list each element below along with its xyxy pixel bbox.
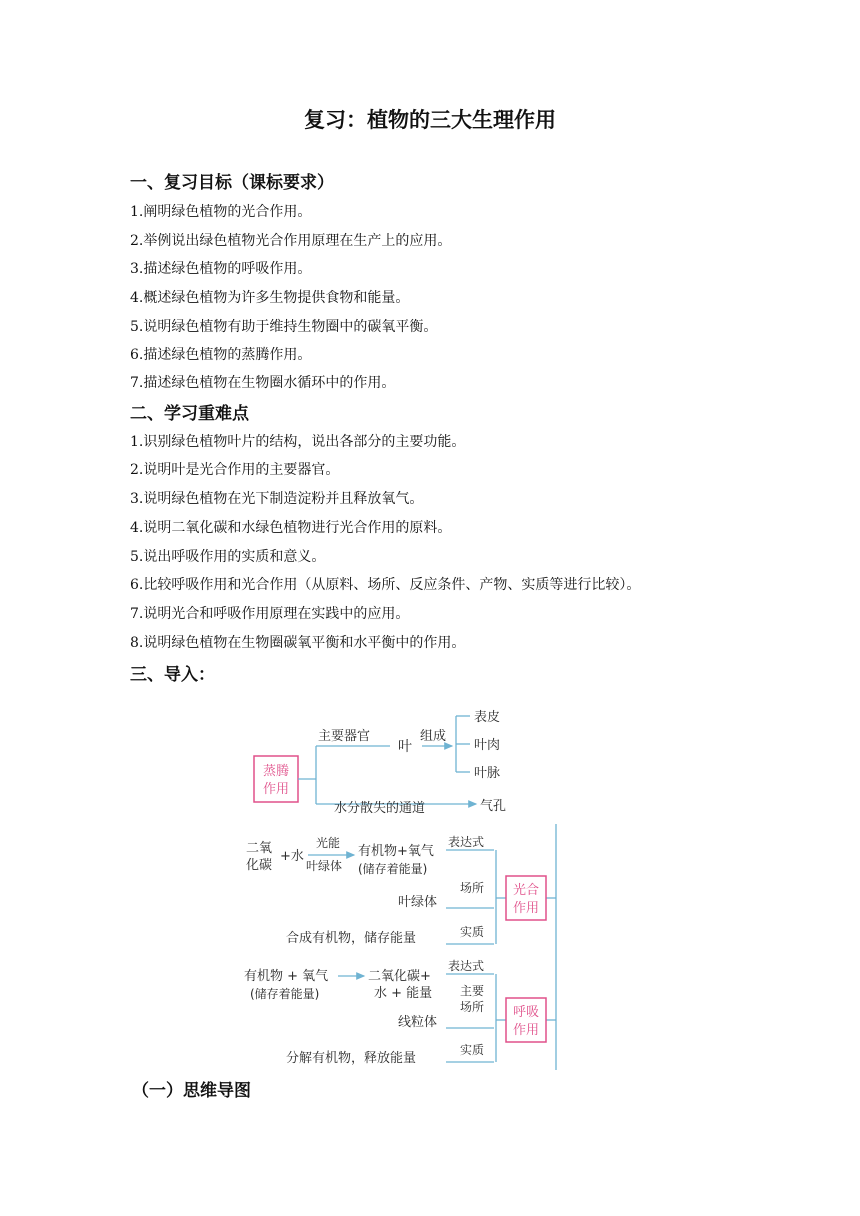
resp-reactant-label: 有机物 + 氧气 (244, 969, 329, 984)
photo-product-label: 有机物+氧气 (358, 844, 434, 859)
section2-heading: 二、学习重难点 (130, 404, 249, 424)
resp-reactant-label: (储存着能量) (250, 987, 320, 1001)
transpiration-label: 蒸腾 (262, 764, 290, 779)
goal-item: 5.说明绿色植物有助于维持生物圈中的碳氧平衡。 (130, 319, 438, 335)
keypoint-item: 4.说明二氧化碳和水绿色植物进行光合作用的原料。 (130, 520, 452, 536)
resp-product-label: 二氧化碳+ (368, 969, 431, 984)
co2-label: 二氧 (246, 841, 273, 856)
water-loss-label: 水分散失的通道 (334, 801, 426, 816)
keypoint-item: 7.说明光合和呼吸作用原理在实践中的应用。 (130, 606, 410, 622)
goal-item: 1.阐明绿色植物的光合作用。 (130, 204, 312, 220)
subsection-heading: （一）思维导图 (132, 1081, 251, 1101)
transpiration-label: 作用 (262, 782, 290, 797)
photosynthesis-label: 光合 (512, 883, 540, 898)
keypoint-item: 6.比较呼吸作用和光合作用（从原料、场所、反应条件、产物、实质等进行比较）。 (130, 577, 641, 593)
respiration-label: 作用 (512, 1023, 540, 1038)
section3-heading: 三、导入： (130, 665, 215, 685)
goal-item: 2.举例说出绿色植物光合作用原理在生产上的应用。 (130, 233, 452, 249)
resp-product-label: 水 + 能量 (374, 986, 433, 1001)
resp-site-tag: 主要 (460, 984, 485, 998)
photo-essence-label: 合成有机物，储存能量 (286, 931, 417, 946)
stoma-label: 气孔 (480, 799, 507, 814)
photo-site-label: 叶绿体 (398, 895, 438, 910)
leaf-label: 叶 (398, 739, 412, 755)
composed-label: 组成 (420, 729, 447, 744)
mind-map-diagram (238, 690, 560, 1070)
resp-essence-tag: 实质 (460, 1043, 485, 1057)
water-label: +水 (280, 849, 304, 864)
keypoint-item: 1.识别绿色植物叶片的结构，说出各部分的主要功能。 (130, 434, 466, 450)
vein-label: 叶脉 (474, 766, 501, 781)
main-organ-label: 主要器官 (318, 729, 371, 744)
photosynthesis-label: 作用 (512, 901, 540, 916)
resp-site-tag: 场所 (460, 1000, 485, 1014)
photo-product-label: (储存着能量) (358, 862, 428, 876)
mesophyll-label: 叶肉 (474, 738, 501, 753)
goal-item: 6.描述绿色植物的蒸腾作用。 (130, 347, 312, 363)
keypoint-item: 8.说明绿色植物在生物圈碳氧平衡和水平衡中的作用。 (130, 635, 466, 651)
photo-expression-tag: 表达式 (448, 835, 485, 849)
photo-site-tag: 场所 (460, 881, 485, 895)
goal-item: 4.概述绿色植物为许多生物提供食物和能量。 (130, 290, 410, 306)
photo-essence-tag: 实质 (460, 925, 485, 939)
keypoint-item: 5.说出呼吸作用的实质和意义。 (130, 549, 326, 565)
page-title: 复习：植物的三大生理作用 (304, 108, 556, 132)
keypoint-item: 3.说明绿色植物在光下制造淀粉并且释放氧气。 (130, 491, 424, 507)
epidermis-label: 表皮 (474, 710, 501, 725)
chloroplast-condition-label: 叶绿体 (306, 859, 343, 873)
resp-site-label: 线粒体 (398, 1015, 438, 1030)
resp-expression-tag: 表达式 (448, 959, 485, 973)
resp-essence-label: 分解有机物，释放能量 (286, 1051, 417, 1066)
mind-map-figure (238, 690, 560, 1070)
goal-item: 7.描述绿色植物在生物圈水循环中的作用。 (130, 375, 396, 391)
keypoint-item: 2.说明叶是光合作用的主要器官。 (130, 462, 340, 478)
section1-heading: 一、复习目标（课标要求） (130, 173, 334, 193)
co2-label: 化碳 (246, 858, 273, 873)
light-energy-label: 光能 (316, 836, 341, 850)
respiration-label: 呼吸 (512, 1005, 540, 1020)
goal-item: 3.描述绿色植物的呼吸作用。 (130, 261, 312, 277)
